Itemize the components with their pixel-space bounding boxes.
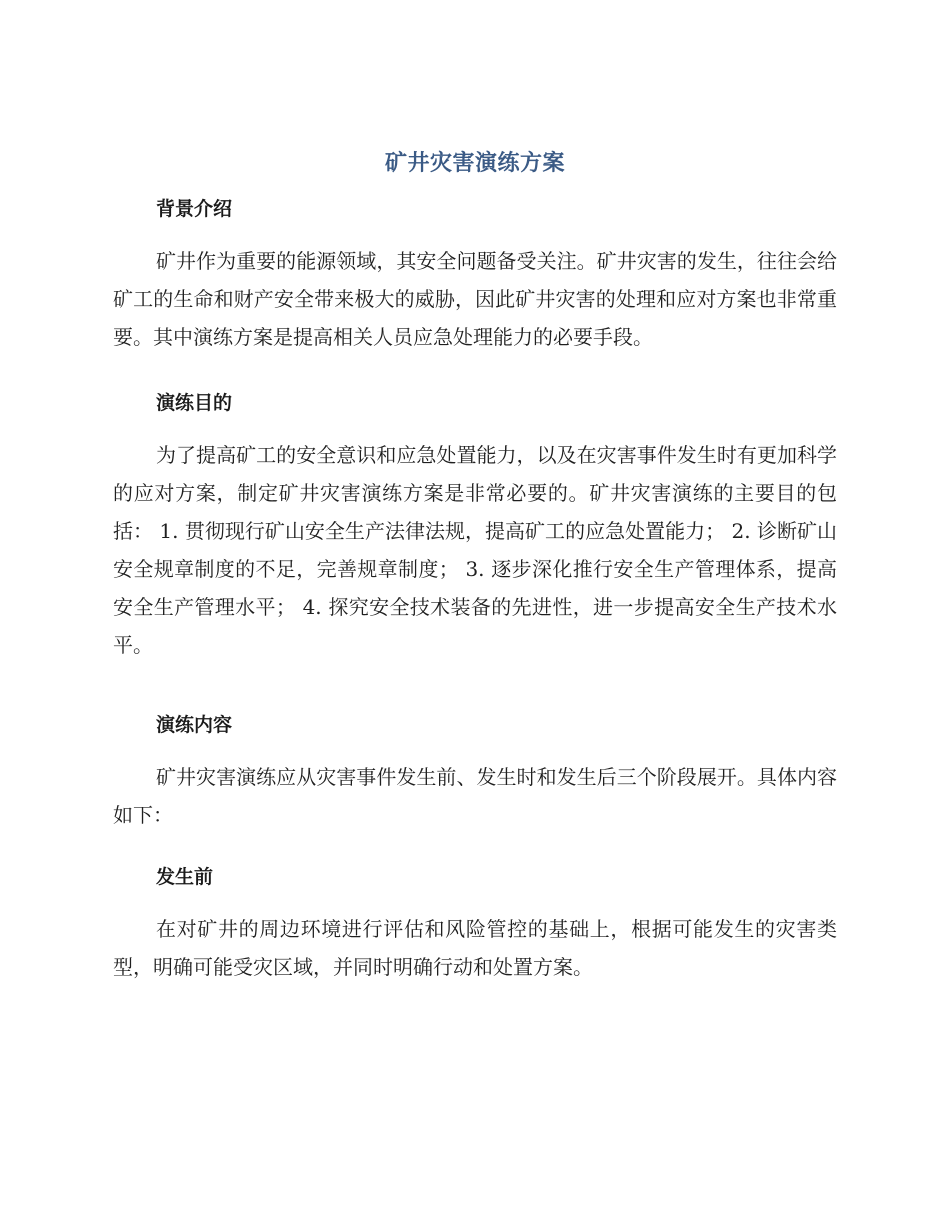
section-heading-before: 发生前 — [156, 866, 214, 888]
section-heading-purpose: 演练目的 — [156, 392, 233, 414]
section-paragraph-content: 矿井灾害演练应从灾害事件发生前、发生时和发生后三个阶段展开。具体内容如下： — [113, 765, 837, 827]
section-heading-content: 演练内容 — [156, 714, 233, 736]
section-paragraph-before: 在对矿井的周边环境进行评估和风险管控的基础上，根据可能发生的灾害类型，明确可能受灾区域，并同时明确行动和处置方案。 — [113, 917, 837, 979]
section-paragraph-purpose: 为了提高矿工的安全意识和应急处置能力，以及在灾害事件发生时有更加科学的应对方案，制定矿井灾害演练方案是非常必要的。矿井灾害演练的主要目的包括： 1. 贯彻现行矿山安全生产法律法规，提高矿工的应急处置能力； 2. 诊断矿山安全规章制度的不足，完善规章制度； 3. 逐步深化推行安全生产管理体系，提高安全生产管理水平； 4. 探究安全技术装备的先进性，进一步提高安全生产技术水平。 — [113, 443, 837, 657]
section-heading-background: 背景介绍 — [156, 198, 233, 220]
document-title: 矿井灾害演练方案 — [384, 151, 565, 176]
section-paragraph-background: 矿井作为重要的能源领域，其安全问题备受关注。矿井灾害的发生，往往会给矿工的生命和财产安全带来极大的威胁，因此矿井灾害的处理和应对方案也非常重要。其中演练方案是提高相关人员应急处理能力的必要手段。 — [113, 249, 837, 349]
